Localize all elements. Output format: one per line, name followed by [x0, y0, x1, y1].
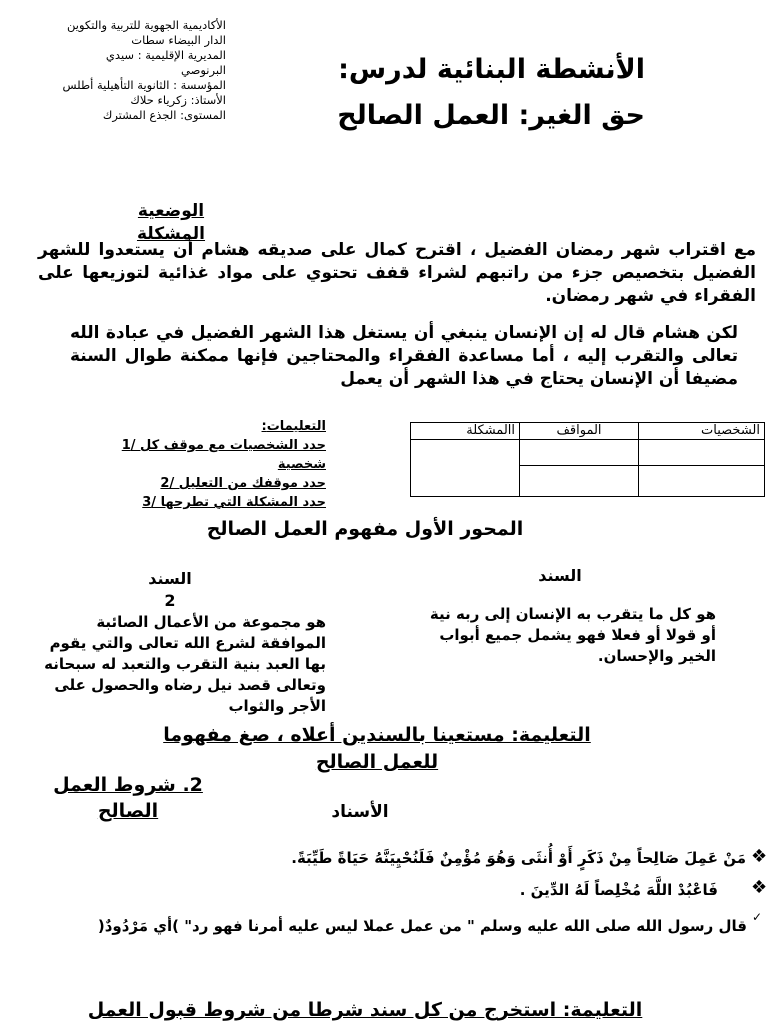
table-cell[interactable] — [520, 440, 639, 466]
asnad-item-3: قال رسول الله صلى الله عليه وسلم " من عمل عملا ليس عليه أمرنا فهو رد" )أي مَرْدُودٌ( — [97, 917, 747, 935]
axis1-title: المحور الأول مفهوم العمل الصالح — [206, 518, 524, 540]
table-cell[interactable] — [411, 440, 520, 497]
table-header-characters: الشخصيات — [639, 423, 765, 440]
page-title — [240, 50, 645, 136]
header-line-directorate: المديرية الإقليمية : سيدي البرنوصي — [105, 48, 226, 77]
situation-heading — [120, 200, 222, 244]
situation-paragraph-1: مع اقتراب شهر رمضان الفضيل ، اقترح كمال على صديقه هشام أن يستعدوا للشهر الفضيل بتخصيص جزء من راتبهم لشراء قفف تحتوي على مواد غذائية لتوزيعها على الفقراء في شهر رمضان. — [38, 240, 756, 306]
diamond-check-icon: ✓ — [752, 910, 763, 924]
diamond-check-icon: ❖ — [751, 846, 768, 867]
axis1-instruction — [110, 722, 644, 773]
sanad-right-label: السند — [538, 566, 582, 585]
table-cell[interactable] — [520, 466, 639, 497]
page-title-line2: حق الغير: العمل الصالح — [337, 100, 645, 131]
header-line-teacher: الأستاذ: زكرياء حلاك — [130, 93, 226, 107]
table-cell[interactable] — [639, 440, 765, 466]
instructions-heading: :التعليمات — [261, 419, 326, 434]
sanad-right-text: هو كل ما يتقرب به الإنسان إلى ربه نية أو قولا أو فعلا فهو يشمل جميع أبواب الخير والإحسان. — [429, 605, 716, 665]
instruction-item-2: حدد موقفك من التعليل /2 — [160, 476, 326, 491]
header-line-school: المؤسسة : الثانوية التأهيلية أطلس — [62, 78, 226, 92]
situation-heading-line2: المشكلة — [136, 224, 206, 244]
axis2-instruction: التعليمة: استخرج من كل سند شرطا من شروط قبول العمل — [87, 999, 643, 1021]
axis2-heading-line1: 2. شروط العمل — [53, 774, 203, 796]
header-line-level: المستوى: الجذع المشترك — [102, 108, 226, 122]
situation-paragraph-2: لكن هشام قال له إن الإنسان ينبغي أن يستغل هذا الشهر الفضيل في عبادة الله تعالى والتقرب إليه ، أما مساعدة الفقراء والمحتاجين فإنها ممكنة طوال السنة مضيفا أن الإنسان يحتاج في هذا الشهر أن يعمل — [70, 323, 738, 389]
table-row — [411, 440, 765, 466]
axis1-instruction-line1: التعليمة: مستعينا بالسندين أعلاه ، صغ مفهوما — [163, 724, 591, 746]
table-header-problem: االمشكلة — [411, 423, 520, 440]
asnad-item-1: مَنْ عَمِلَ صَالِحاً مِنْ ذَكَرٍ أَوْ أُنثَى وَهُوَ مُؤْمِنٌ فَلَنُحْيِيَنَّهُ حَيَاةً طَيِّبَةً. — [291, 849, 746, 867]
table-cell[interactable] — [639, 466, 765, 497]
sanad-left-label-line1: السند — [148, 569, 192, 588]
sanad-left-label — [125, 568, 215, 610]
header-line-academy: الأكاديمية الجهوية للتربية والتكوين — [67, 18, 226, 32]
sanad-left-text: هو مجموعة من الأعمال الصائبة الموافقة لشرع الله تعالى والتي يقوم بها العبد بنية التقرب والتعبد له سبحانه وتعالى قصد نيل رضاه والحصول على الأجر والثواب — [44, 613, 326, 715]
instructions-block — [80, 417, 326, 510]
situation-heading-line1: الوضعية — [137, 201, 205, 221]
asnad-title: الأسناد — [331, 802, 389, 822]
axis1-instruction-line2: للعمل الصالح — [315, 751, 439, 773]
sanad-left-label-line2: 2 — [164, 591, 176, 610]
diamond-check-icon: ❖ — [751, 877, 768, 898]
axis2-heading — [38, 772, 218, 822]
analysis-table — [410, 422, 765, 497]
header-block — [60, 18, 226, 151]
instruction-item-1: حدد الشخصيات مع موقف كل /1 شخصية — [121, 438, 326, 472]
table-header-positions: المواقف — [520, 423, 639, 440]
asnad-item-2: فَاعْبُدْ اللَّهَ مُخْلِصاً لَهُ الدِّينَ . — [519, 881, 718, 899]
header-line-region: الدار البيضاء سطات — [131, 33, 226, 47]
axis2-heading-line2: الصالح — [97, 800, 159, 822]
table-header-row — [411, 423, 765, 440]
page-title-line1: الأنشطة البنائية لدرس: — [338, 54, 645, 85]
instruction-item-3: حدد المشكلة التي تطرحها /3 — [142, 495, 326, 510]
